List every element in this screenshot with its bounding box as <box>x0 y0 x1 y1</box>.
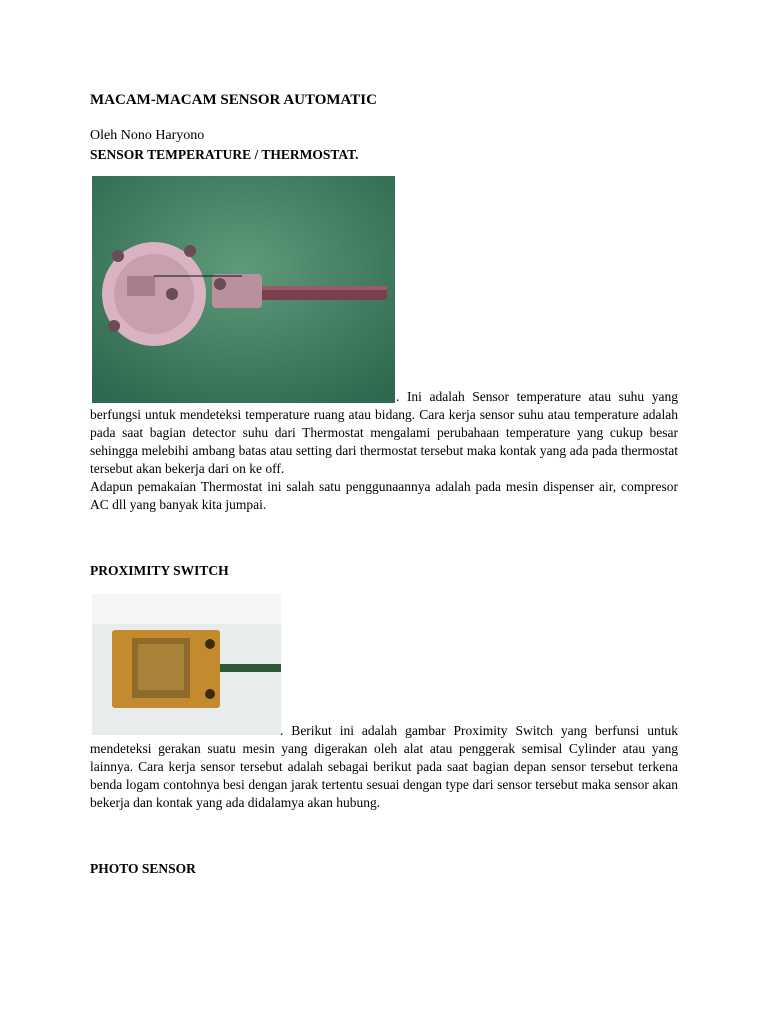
proximity-switch-image <box>92 594 281 735</box>
thermostat-usage: Adapun pemakaian Thermostat ini salah satu penggunaannya adalah pada mesin dispenser air, compresor AC dll yang banyak kita jumpai. <box>90 479 678 512</box>
document-title: MACAM-MACAM SENSOR AUTOMATIC <box>90 92 377 108</box>
thermostat-description: . Ini adalah Sensor temperature atau suhu yang berfungsi untuk mendeteksi temperature ruang atau bidang. Cara kerja sensor suhu atau temperature adalah pada saat bagian detector suhu dari Thermostat mengalami perubahaan temperature yang cukup besar sehingga melebihi ambang batas atau setting dari thermostat tersebut maka kontak yang ada pada thermostat tersebut akan bekerja dari on ke off. <box>90 389 678 476</box>
thermostat-image <box>92 176 395 403</box>
section-heading-thermostat: SENSOR TEMPERATURE / THERMOSTAT. <box>90 147 359 162</box>
section-heading-photo-sensor: PHOTO SENSOR <box>90 861 196 876</box>
proximity-description: . Berikut ini adalah gambar Proximity Switch yang berfunsi untuk mendeteksi gerakan suatu mesin yang digerakan oleh alat atau penggerak semisal Cylinder atau yang lainnya. Cara kerja sensor tersebut adalah sebagai berikut pada saat bagian depan sensor tersebut terkena benda logam contohnya besi dengan jarak tertentu sesuai dengan type dari sensor tersebut maka sensor akan bekerja dan kontak yang ada didalamya akan hubung. <box>90 723 678 810</box>
author-line: Oleh Nono Haryono <box>90 128 205 143</box>
section-heading-proximity: PROXIMITY SWITCH <box>90 563 229 578</box>
